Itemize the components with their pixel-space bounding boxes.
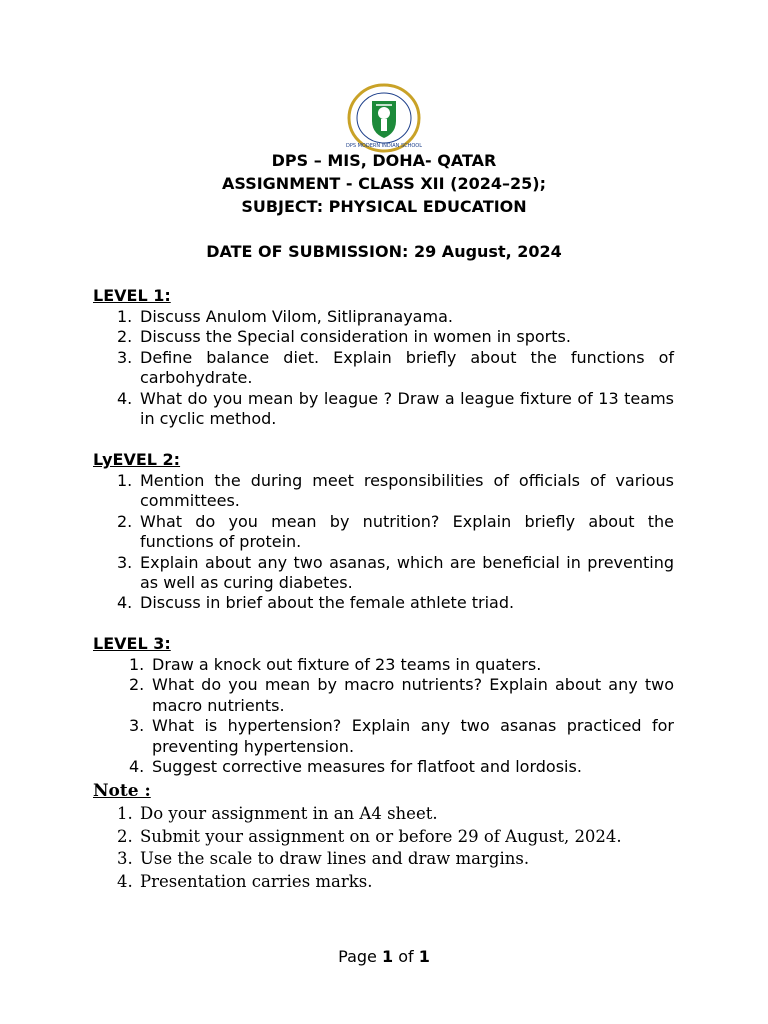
school-logo [346,83,422,153]
school-name: DPS – MIS, DOHA- QATAR [271,151,497,170]
list-item: 4. Presentation carries marks. [117,871,373,891]
list-item: 2. What do you mean by nutrition? Explain briefly about the functions of protein. [117,511,674,552]
list-item: 3. Explain about any two asanas, which are beneficial in preventing as well as curing diabetes. [117,552,674,593]
level-3-list [129,655,674,777]
level-1-list [117,307,674,429]
level-1-heading: LEVEL 1: [93,286,171,305]
note-list [117,803,700,893]
list-item: 1. Do your assignment in an A4 sheet. [117,804,438,823]
level-3-heading: LEVEL 3: [93,634,171,653]
list-item: 2. What do you mean by macro nutrients? Explain about any two macro nutrients. [129,675,674,715]
assignment-title: ASSIGNMENT - CLASS XII (2024–25); [222,174,546,193]
list-item: 2. Submit your assignment on or before 29 of August, 2024. [117,826,622,846]
level-2-heading: LyEVEL 2: [93,450,181,469]
list-item: 4. Discuss in brief about the female athlete triad. [117,593,515,613]
list-item: 1. Discuss Anulom Vilom, Sitlipranayama. [117,307,453,326]
list-item: 4. Suggest corrective measures for flatfoot and lordosis. [129,757,582,777]
page-footer [0,947,768,966]
list-item: 2. Discuss the Special consideration in women in sports. [117,327,571,347]
list-item: 4. What do you mean by league ? Draw a league fixture of 13 teams in cyclic method. [117,388,674,429]
page-total: 1 [418,947,430,966]
note-heading: Note : [93,781,151,801]
list-item: 3. What is hypertension? Explain any two asanas practiced for preventing hypertension. [129,716,674,756]
subject-title: SUBJECT: PHYSICAL EDUCATION [241,197,527,216]
level-2-list [117,471,674,614]
of-label: of [398,947,414,966]
svg-text:DPS MODERN INDIAN SCHOOL: DPS MODERN INDIAN SCHOOL [346,143,422,149]
list-item: 1. Draw a knock out fixture of 23 teams in quaters. [129,655,542,674]
page-label: Page [338,947,377,966]
submission-date: DATE OF SUBMISSION: 29 August, 2024 [206,242,562,261]
list-item: 3. Use the scale to draw lines and draw margins. [117,849,530,868]
page-number: 1 [381,947,394,966]
school-crest-icon [346,83,422,153]
list-item: 3. Define balance diet. Explain briefly about the functions of carbohydrate. [117,347,674,388]
list-item: 1. Mention the during meet responsibilities of officials of various committees. [117,471,674,511]
